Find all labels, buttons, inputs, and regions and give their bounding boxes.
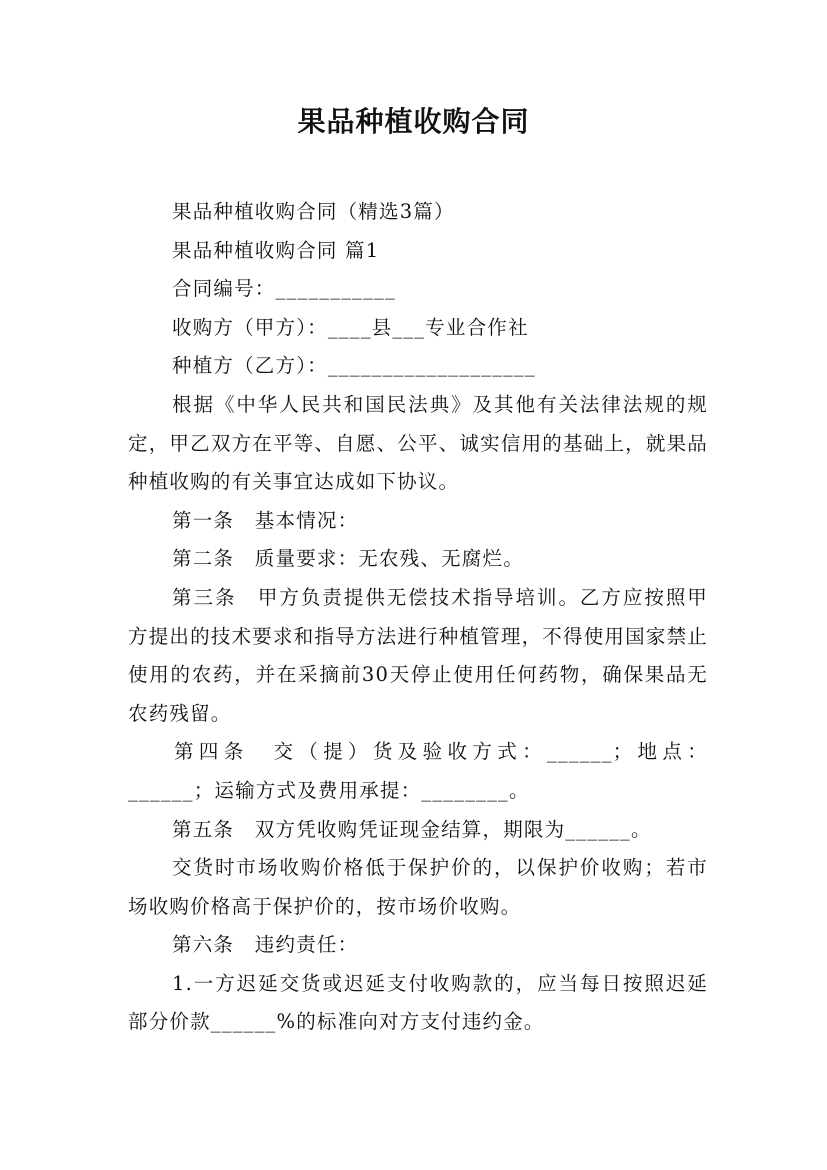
article-4: 第四条 交（提）货及验收方式：______；地点：______；运输方式及费用承提：________。: [128, 740, 708, 802]
grower-party: 种植方（乙方）：___________________: [172, 354, 536, 378]
article-6: 第六条 违约责任：: [172, 933, 359, 957]
article-6-item-1: 1.一方迟延交货或迟延支付收购款的，应当每日按照迟延部分价款______%的标准向对方支付违约金。: [128, 971, 708, 1034]
document-body: [128, 193, 708, 1042]
article-2: 第二条 质量要求：无农残、无腐烂。: [172, 547, 524, 571]
article-5-price-clause: 交货时市场收购价格低于保护价的，以保护价收购；若市场收购价格高于保护价的，按市场价收购。: [128, 856, 708, 918]
article-1: 第一条 基本情况：: [172, 508, 359, 532]
article-3: 第三条 甲方负责提供无偿技术指导培训。乙方应按照甲方提出的技术要求和指导方法进行种植管理，不得使用国家禁止使用的农药，并在采摘前30天停止使用任何药物，确保果品无农药残留。: [128, 585, 708, 725]
document-title: 果品种植收购合同: [297, 105, 530, 138]
article-5: 第五条 双方凭收购凭证现金结算，期限为______。: [172, 817, 652, 841]
subtitle-selection: 果品种植收购合同（精选3篇）: [172, 200, 455, 223]
buyer-party: 收购方（甲方）：____县___专业合作社: [172, 315, 529, 339]
preamble-paragraph: 根据《中华人民共和国民法典》及其他有关法律法规的规定，甲乙双方在平等、自愿、公平、诚实信用的基础上，就果品种植收购的有关事宜达成如下协议。: [128, 392, 708, 494]
contract-number: 合同编号：___________: [172, 277, 396, 301]
section-heading: 果品种植收购合同 篇1: [172, 238, 380, 262]
